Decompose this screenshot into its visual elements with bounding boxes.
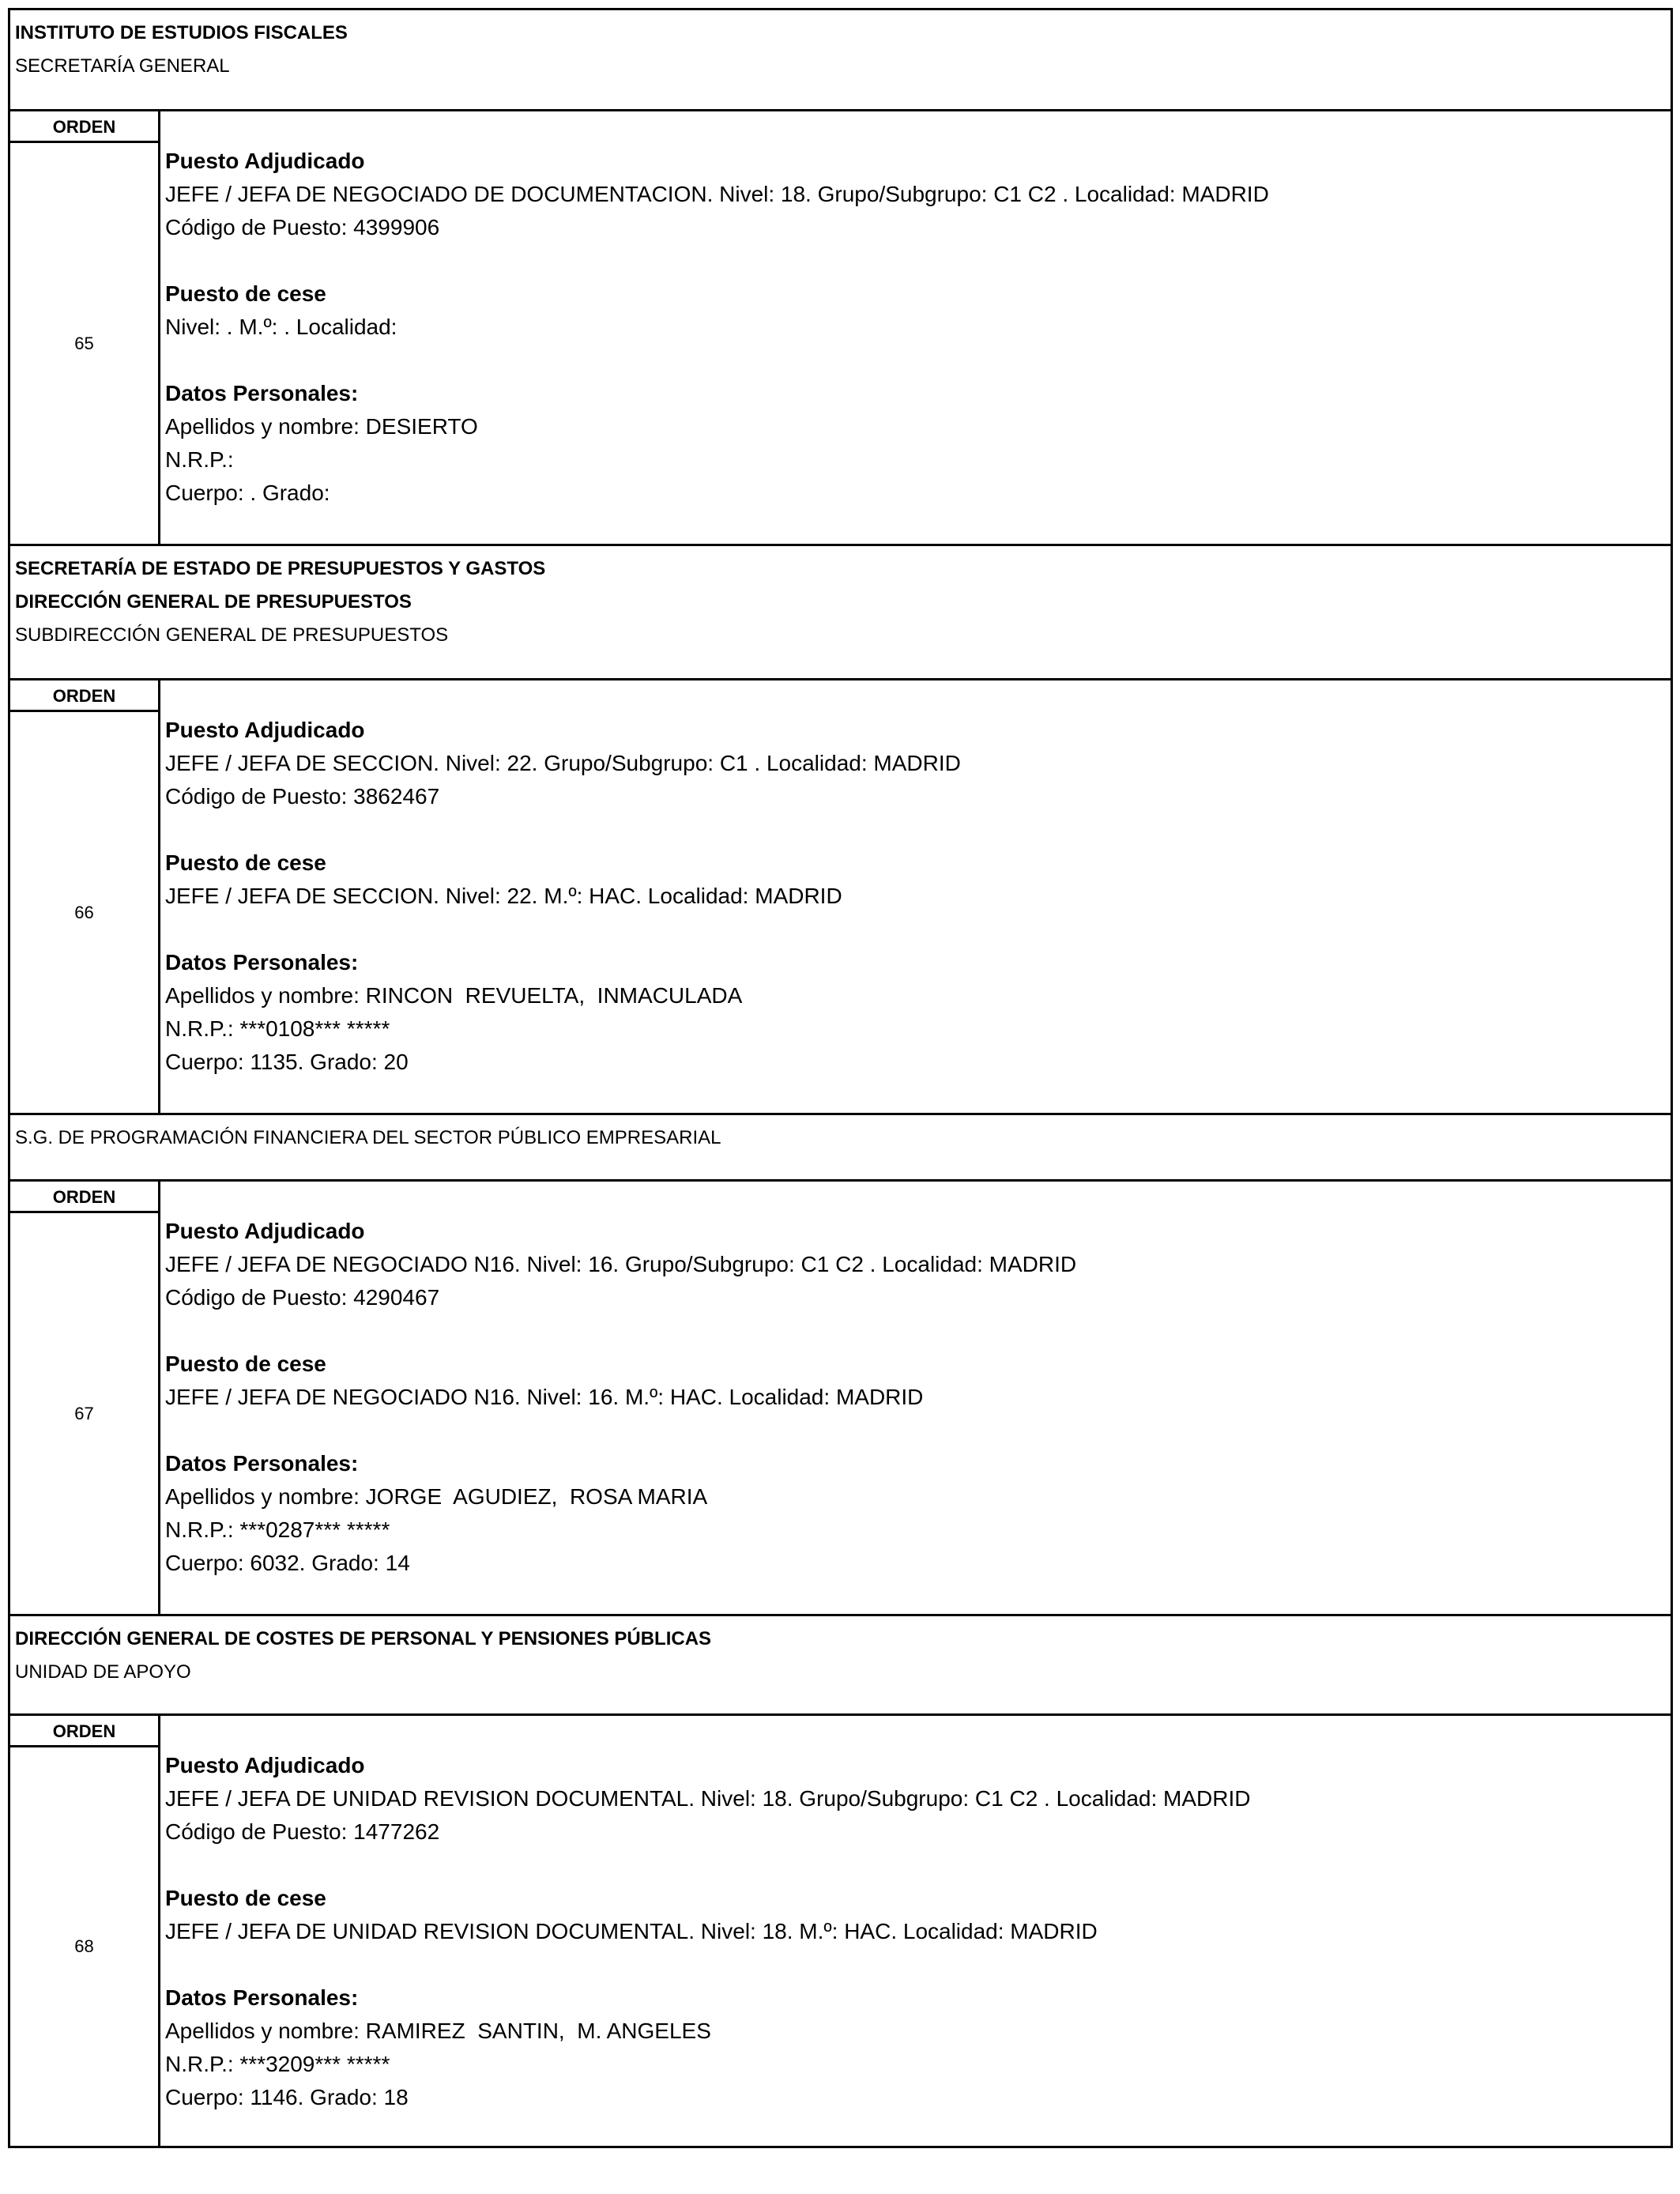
apellidos-nombre: Apellidos y nombre: JORGE AGUDIEZ, ROSA MARIA (165, 1484, 708, 1509)
cuerpo-grado: Cuerpo: 1146. Grado: 18 (165, 2085, 409, 2109)
datos-personales-label: Datos Personales: (165, 1985, 359, 2010)
puesto-adjudicado-label: Puesto Adjudicado (165, 1219, 365, 1243)
nrp: N.R.P.: ***0108*** ***** (165, 1016, 390, 1041)
section-header (8, 544, 1673, 678)
apellidos-nombre: Apellidos y nombre: RAMIREZ SANTIN, M. ANGELES (165, 2019, 711, 2043)
orden-column (10, 1716, 160, 2146)
nrp: N.R.P.: ***0287*** ***** (165, 1517, 390, 1542)
unit-subtitle: SUBDIRECCIÓN GENERAL DE PRESUPUESTOS (15, 624, 449, 646)
orden-label: ORDEN (10, 1716, 158, 1747)
puesto-cese-label: Puesto de cese (165, 281, 326, 306)
puesto-cese-label: Puesto de cese (165, 1351, 326, 1376)
puesto-adjudicado-label: Puesto Adjudicado (165, 1753, 365, 1777)
unit-subtitle: SECRETARÍA GENERAL (15, 55, 230, 77)
orden-number: 65 (74, 333, 94, 353)
unit-subtitle: S.G. DE PROGRAMACIÓN FINANCIERA DEL SECTOR PÚBLICO EMPRESARIAL (15, 1127, 721, 1148)
entry-row (8, 109, 1673, 544)
codigo-puesto: Código de Puesto: 1477262 (165, 1819, 440, 1844)
orden-label: ORDEN (10, 1182, 158, 1213)
puesto-cese: JEFE / JEFA DE UNIDAD REVISION DOCUMENTAL. Nivel: 18. M.º: HAC. Localidad: MADRID (165, 1919, 1098, 1943)
entry-row (8, 1179, 1673, 1614)
entry-row (8, 1713, 1673, 2148)
codigo-puesto: Código de Puesto: 3862467 (165, 784, 440, 809)
cuerpo-grado: Cuerpo: 6032. Grado: 14 (165, 1551, 410, 1575)
unit-title: DIRECCIÓN GENERAL DE PRESUPUESTOS (15, 591, 412, 613)
apellidos-nombre: Apellidos y nombre: RINCON REVUELTA, INMACULADA (165, 983, 743, 1008)
puesto-cese: Nivel: . M.º: . Localidad: (165, 315, 397, 339)
orden-column (10, 680, 160, 1113)
puesto-adjudicado-label: Puesto Adjudicado (165, 718, 365, 742)
entry-content (160, 680, 1671, 1113)
codigo-puesto: Código de Puesto: 4290467 (165, 1285, 440, 1310)
orden-label: ORDEN (10, 680, 158, 712)
nrp: N.R.P.: ***3209*** ***** (165, 2052, 390, 2076)
puesto-adjudicado: JEFE / JEFA DE NEGOCIADO N16. Nivel: 16. Grupo/Subgrupo: C1 C2 . Localidad: MADRID (165, 1252, 1077, 1276)
document-table (8, 8, 1673, 2148)
unit-title: DIRECCIÓN GENERAL DE COSTES DE PERSONAL Y PENSIONES PÚBLICAS (15, 1628, 712, 1649)
entry-row (8, 678, 1673, 1113)
orden-column (10, 1182, 160, 1614)
unit-title: INSTITUTO DE ESTUDIOS FISCALES (15, 22, 348, 43)
datos-personales-label: Datos Personales: (165, 1451, 359, 1476)
datos-personales-label: Datos Personales: (165, 381, 359, 405)
orden-column (10, 111, 160, 544)
puesto-adjudicado: JEFE / JEFA DE NEGOCIADO DE DOCUMENTACION. Nivel: 18. Grupo/Subgrupo: C1 C2 . Localidad: MADRID (165, 182, 1269, 206)
codigo-puesto: Código de Puesto: 4399906 (165, 215, 440, 239)
orden-number: 67 (74, 1403, 94, 1423)
puesto-adjudicado: JEFE / JEFA DE UNIDAD REVISION DOCUMENTAL. Nivel: 18. Grupo/Subgrupo: C1 C2 . Localidad: MADRID (165, 1786, 1251, 1811)
unit-subtitle: UNIDAD DE APOYO (15, 1661, 191, 1683)
entry-content (160, 1716, 1671, 2146)
puesto-cese: JEFE / JEFA DE NEGOCIADO N16. Nivel: 16. M.º: HAC. Localidad: MADRID (165, 1385, 924, 1409)
section-header (8, 1113, 1673, 1179)
puesto-cese-label: Puesto de cese (165, 1886, 326, 1910)
orden-number: 66 (74, 902, 94, 922)
entry-content (160, 111, 1671, 544)
entry-content (160, 1182, 1671, 1614)
apellidos-nombre: Apellidos y nombre: DESIERTO (165, 414, 478, 439)
puesto-adjudicado-label: Puesto Adjudicado (165, 149, 365, 173)
orden-number: 68 (74, 1936, 94, 1956)
puesto-cese: JEFE / JEFA DE SECCION. Nivel: 22. M.º: HAC. Localidad: MADRID (165, 884, 842, 908)
puesto-cese-label: Puesto de cese (165, 850, 326, 875)
section-header (8, 1614, 1673, 1713)
puesto-adjudicado: JEFE / JEFA DE SECCION. Nivel: 22. Grupo/Subgrupo: C1 . Localidad: MADRID (165, 751, 961, 775)
orden-label: ORDEN (10, 111, 158, 143)
cuerpo-grado: Cuerpo: . Grado: (165, 481, 330, 505)
nrp: N.R.P.: (165, 447, 234, 472)
cuerpo-grado: Cuerpo: 1135. Grado: 20 (165, 1050, 409, 1074)
datos-personales-label: Datos Personales: (165, 950, 359, 974)
section-header (8, 8, 1673, 109)
unit-title: SECRETARÍA DE ESTADO DE PRESUPUESTOS Y GASTOS (15, 558, 546, 579)
